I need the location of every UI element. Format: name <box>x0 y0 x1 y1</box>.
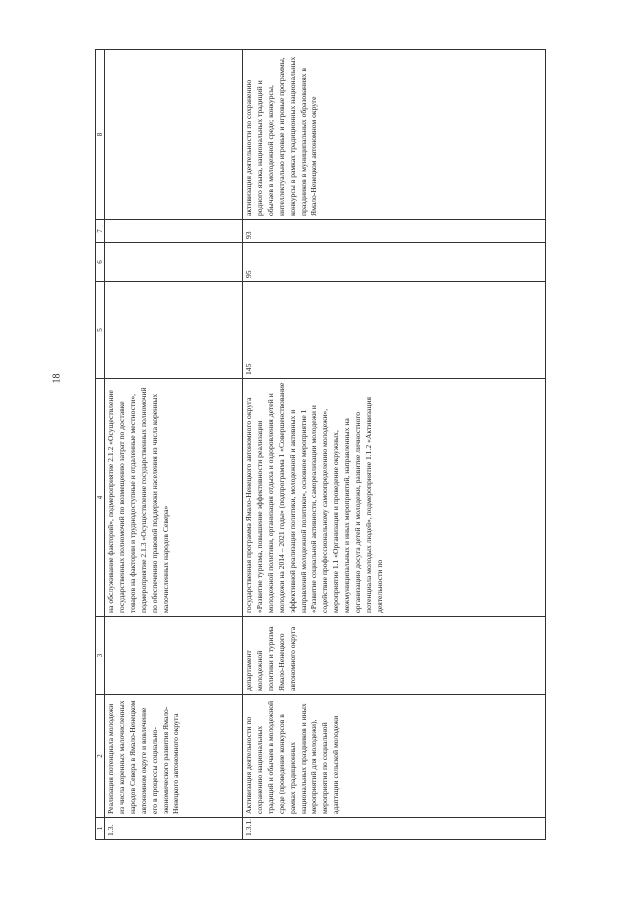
table-row <box>105 50 243 840</box>
header-col-6: 6 <box>96 243 105 282</box>
value-col-6 <box>105 243 243 282</box>
header-col-7: 7 <box>96 220 105 243</box>
value-col-6: 95 <box>243 243 546 282</box>
value-col-5 <box>105 282 243 379</box>
table-row <box>243 50 546 840</box>
page-number: 18 <box>51 373 63 384</box>
rotated-table-page <box>95 50 545 840</box>
value-col-7: 93 <box>243 220 546 243</box>
header-col-3: 3 <box>96 617 105 695</box>
header-col-2: 2 <box>96 695 105 818</box>
result-text <box>105 50 243 220</box>
value-col-7 <box>105 220 243 243</box>
executor-text: департамент молодежной политики и туризма Ямало-Ненецкого автономного округа <box>243 617 546 695</box>
task-text: Реализация потенциала молодежи из числа коренных малочисленных народов Севера в Ямало-Ненецком автономном округе и вовлечение его в процессы социально-экономического развития Ямало-Ненецкого автономного округа <box>105 695 243 818</box>
activity-text: на обслуживание факторий», подмероприятие 2.1.2 «Осуществление государственных полномочий по возмещению затрат по доставке товаров на фактории и труднодоступные и отдаленные местности», подмероприятие 2.1.3 «Осуществление государственных полномочий по обеспечению правовой поддержки населения из числа коренных малочисленных народов Севера» <box>105 379 243 617</box>
header-row <box>96 50 105 840</box>
program-table <box>95 49 546 840</box>
header-col-1: 1 <box>96 818 105 840</box>
executor-text <box>105 617 243 695</box>
activity-text: государственная программа Ямало-Ненецкого автономного округа «Развитие туризма, повышение эффективности реализации молодежной политики, организация отдыха и оздоровления детей и молодежи на 2014 – 2021 годы» (подпрограмма 1 «Совершенствование эффективной реализации политики, молодежной и активных и направлений молодежной политики», основное мероприятие 1 «Развитие социальной активности, самореализации молодежи и содействие профессиональному самоопределению молодежи», мероприятие 1.1 «Организация и проведение окружных, межмуниципальных и иных мероприятий, направленных на организацию досуга детей и молодежи, развитие личностного потенциала молодых людей», подмероприятие 1.1.2 «Активизация деятельности по <box>243 379 546 617</box>
result-text: активизация деятельности по сохранению родного языка, национальных традиций и обычаев в молодежной среде; конкурсы, интеллектуально игровые и игровые программы, конкурсы в рамках традиционных национальных праздников в муниципальных образованиях в Ямало-Ненецком автономном округе <box>243 50 546 220</box>
row-number: 1.3.1. <box>243 818 546 840</box>
header-col-8: 8 <box>96 50 105 220</box>
task-text: Активизация деятельности по сохранению национальных традиций и обычаев в молодежной среде (проведение конкурсов в рамках традиционных национальных праздников и иных мероприятий для молодежи), мероприятия по социальной адаптации сельской молодежи <box>243 695 546 818</box>
row-number: 1.3. <box>105 818 243 840</box>
header-col-5: 5 <box>96 282 105 379</box>
header-col-4: 4 <box>96 379 105 617</box>
value-col-5: 145 <box>243 282 546 379</box>
